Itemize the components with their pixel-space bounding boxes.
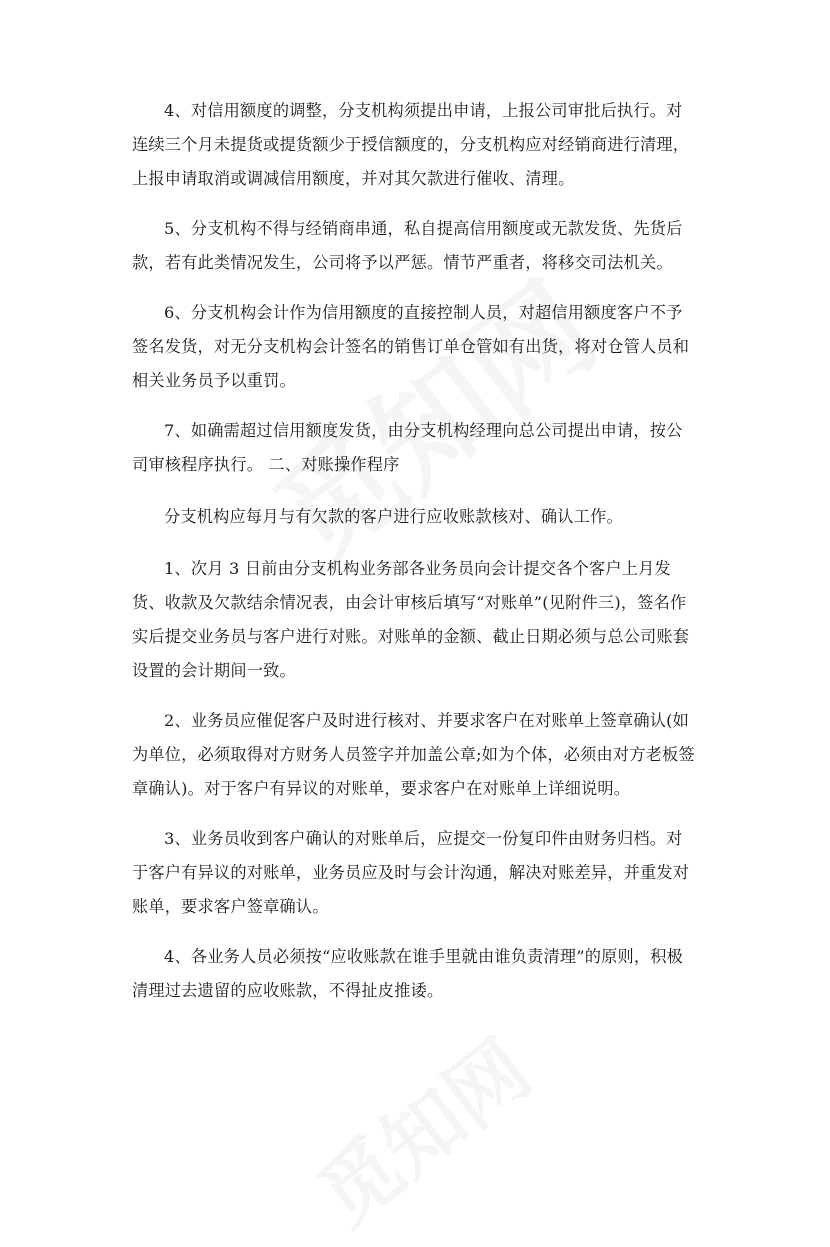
paragraph-credit-adjustment: 4、对信用额度的调整，分支机构须提出申请，上报公司审批后执行。对连续三个月未提货或提货额少于授信额度的，分支机构应对经销商进行清理，上报申请取消或调减信用额度，并对其欠款进行催收、清理。	[132, 101, 690, 188]
paragraph-no-collusion: 5、分支机构不得与经销商串通，私自提高信用额度或无款发货、先货后款，若有此类情况发生，公司将予以严惩。情节严重者，将移交司法机关。	[132, 219, 683, 272]
paragraph-accountant-control: 6、分支机构会计作为信用额度的直接控制人员，对超信用额度客户不予签名发货，对无分支机构会计签名的销售订单仓管如有出货，将对仓管人员和相关业务员予以重罚。	[132, 303, 690, 390]
paragraph-reconciliation-intro: 分支机构应每月与有欠款的客户进行应收账款核对、确认工作。	[164, 507, 623, 526]
watermark-logo-lower	[290, 1008, 550, 1246]
paragraph-archive-copy: 3、业务员收到客户确认的对账单后，应提交一份复印件由财务归档。对于客户有异议的对账单，业务员应及时与会计沟通，解决对账差异，并重发对账单，要求客户签章确认。	[132, 829, 690, 916]
paragraph-collection-principle: 4、各业务人员必须按“应收账款在谁手里就由谁负责清理”的原则，积极清理过去遗留的应收账款，不得扯皮推诿。	[132, 947, 684, 1000]
paragraph-statement-prep: 1、次月 3 日前由分支机构业务部各业务员向会计提交各个客户上月发货、收款及欠款结余情况表，由会计审核后填写“对账单”(见附件三)，签名作实后提交业务员与客户进行对账。对账单的金额、截止日期必须与总公司账套设置的会计期间一致。	[132, 559, 690, 680]
paragraph-exceed-credit: 7、如确需超过信用额度发货，由分支机构经理向总公司提出申请，按公司审核程序执行。 二、对账操作程序	[132, 421, 683, 474]
paragraph-customer-confirm: 2、业务员应催促客户及时进行核对、并要求客户在对账单上签章确认(如为单位，必须取得对方财务人员签字并加盖公章;如为个体，必须由对方老板签章确认)。对于客户有异议的对账单，要求客户在对账单上详细说明。	[132, 711, 695, 798]
